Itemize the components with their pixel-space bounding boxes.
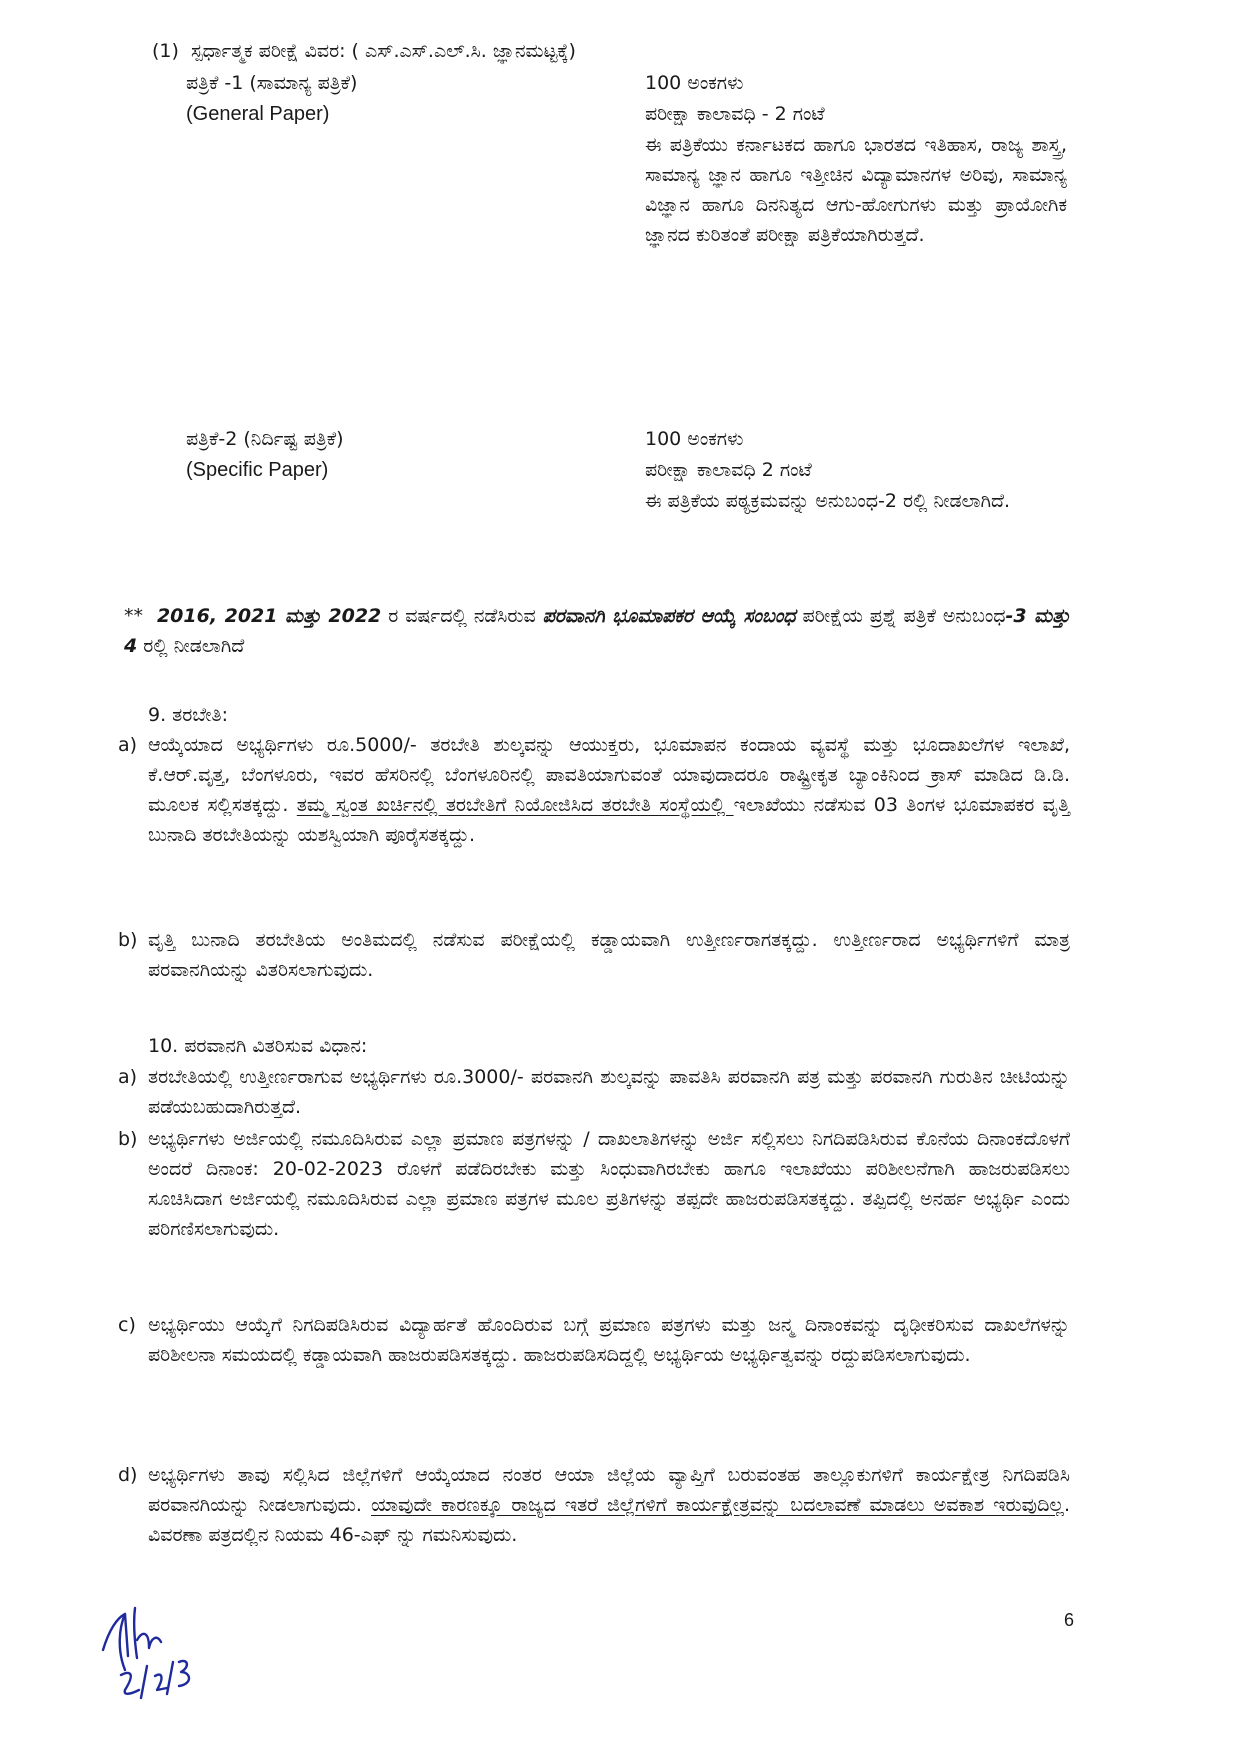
note-years: 2016, 2021 ಮತ್ತು 2022 xyxy=(156,605,382,627)
heading-text: ಸ್ಪರ್ಧಾತ್ಮಕ ಪರೀಕ್ಷೆ ವಿವರ: ( ಎಸ್.ಎಸ್.ಎಲ್.ಸಿ. ಜ್ಞಾನಮಟ್ಟಕ್ಕೆ) xyxy=(191,40,576,62)
section-9-title: 9. ತರಬೇತಿ: xyxy=(148,704,228,726)
item-label: d) xyxy=(118,1464,138,1486)
item-text: ಅಭ್ಯರ್ಥಿಗಳು ತಾವು ಸಲ್ಲಿಸಿದ ಜಿಲ್ಲೆಗಳಿಗೆ ಆಯ್ಕೆಯಾದ ನಂತರ ಆಯಾ ಜಿಲ್ಲೆಯ ವ್ಯಾಪ್ತಿಗೆ ಬರುವಂತಹ ತಾಲ್ಲೂಕುಗಳಿಗೆ ಕಾರ್ಯಕ್ಷೇತ್ರ ನಿಗದಿಪಡಿಸಿ ಪರವಾನಗಿಯನ್ನು ನೀಡಲಾಗುವುದು. xyxy=(148,1464,1070,1516)
item-body xyxy=(148,1460,1070,1550)
paper-2-title-en: (Specific Paper) xyxy=(186,459,329,481)
section-9-item-b xyxy=(118,925,1070,985)
section-9-item-a xyxy=(118,730,1070,850)
paper-2-marks: 100 ಅಂಕಗಳು xyxy=(645,428,744,450)
exam-details-heading xyxy=(152,36,576,66)
paper-1-duration: ಪರೀಕ್ಷಾ ಕಾಲಾವಧಿ - 2 ಗಂಟೆ xyxy=(645,103,825,125)
paper-1-title-en: (General Paper) xyxy=(186,103,330,125)
note-emphasis: ಪರವಾನಗಿ ಭೂಮಾಪಕರ ಆಯ್ಕೆ ಸಂಬಂಧ xyxy=(542,605,796,627)
item-label: b) xyxy=(118,929,138,951)
section-10-item-d xyxy=(118,1460,1070,1550)
signature-date: 2/2/23 xyxy=(95,1585,147,1604)
item-underlined-text: ತಮ್ಮ ಸ್ವಂತ ಖರ್ಚಿನಲ್ಲಿ ತರಬೇತಿಗೆ ನಿಯೋಜಿಸಿದ ತರಬೇತಿ ಸಂಸ್ಥೆಯಲ್ಲಿ xyxy=(296,794,734,816)
page-number: 6 xyxy=(1064,1610,1075,1630)
question-paper-note xyxy=(124,601,1070,661)
section-10-item-b xyxy=(118,1124,1070,1244)
note-text-c: ರಲ್ಲಿ ನೀಡಲಾಗಿದೆ xyxy=(137,635,245,657)
paper-1-title: ಪತ್ರಿಕೆ -1 (ಸಾಮಾನ್ಯ ಪತ್ರಿಕೆ) xyxy=(186,72,358,94)
item-text-continued: . ವಿವರಣಾ ಪತ್ರದಲ್ಲಿನ ನಿಯಮ 46-ಎಫ್ ನ್ನು ಗಮನಿಸುವುದು. xyxy=(148,1494,1070,1546)
item-body: ವೃತ್ತಿ ಬುನಾದಿ ತರಬೇತಿಯ ಅಂತಿಮದಲ್ಲಿ ನಡೆಸುವ ಪರೀಕ್ಷೆಯಲ್ಲಿ ಕಡ್ಡಾಯವಾಗಿ ಉತ್ತೀರ್ಣರಾಗತಕ್ಕದ್ದು. ಉತ್ತೀರ್ಣರಾದ ಅಭ್ಯರ್ಥಿಗಳಿಗೆ ಮಾತ್ರ ಪರವಾನಗಿಯನ್ನು ವಿತರಿಸಲಾಗುವುದು. xyxy=(148,929,1070,981)
item-underlined-text: ಯಾವುದೇ ಕಾರಣಕ್ಕೂ ರಾಜ್ಯದ ಇತರೆ ಜಿಲ್ಲೆಗಳಿಗೆ ಕಾರ್ಯಕ್ಷೇತ್ರವನ್ನು ಬದಲಾವಣೆ ಮಾಡಲು ಅವಕಾಶ ಇರುವುದಿಲ್ಲ xyxy=(370,1494,1064,1516)
item-body: ಅಭ್ಯರ್ಥಿಗಳು ಅರ್ಜಿಯಲ್ಲಿ ನಮೂದಿಸಿರುವ ಎಲ್ಲಾ ಪ್ರಮಾಣ ಪತ್ರಗಳನ್ನು / ದಾಖಲಾತಿಗಳನ್ನು ಅರ್ಜಿ ಸಲ್ಲಿಸಲು ನಿಗದಿಪಡಿಸಿರುವ ಕೊನೆಯ ದಿನಾಂಕದೊಳಗೆ ಅಂದರೆ ದಿನಾಂಕ: 20-02-2023 ರೊಳಗೆ ಪಡೆದಿರಬೇಕು ಮತ್ತು ಸಿಂಧುವಾಗಿರಬೇಕು ಹಾಗೂ ಇಲಾಖೆಯು ಪರಿಶೀಲನೆಗಾಗಿ ಹಾಜರುಪಡಿಸಲು ಸೂಚಿಸಿದಾಗ ಅರ್ಜಿಯಲ್ಲಿ ನಮೂದಿಸಿರುವ ಎಲ್ಲಾ ಪ್ರಮಾಣ ಪತ್ರಗಳ ಮೂಲ ಪ್ರತಿಗಳನ್ನು ತಪ್ಪದೇ ಹಾಜರುಪಡಿಸತಕ್ಕದ್ದು. ತಪ್ಪಿದಲ್ಲಿ ಅನರ್ಹ ಅಭ್ಯರ್ಥಿ ಎಂದು ಪರಿಗಣಿಸಲಾಗುವುದು. xyxy=(148,1128,1070,1240)
section-10-item-a xyxy=(118,1062,1070,1122)
paper-2-duration: ಪರೀಕ್ಷಾ ಕಾಲಾವಧಿ 2 ಗಂಟೆ xyxy=(645,459,812,481)
note-text-b: ಪರೀಕ್ಷೆಯ ಪ್ರಶ್ನೆ ಪತ್ರಿಕೆ ಅನುಬಂಧ xyxy=(802,605,1006,627)
handwritten-signature xyxy=(95,1585,295,1710)
paper-1-description: ಈ ಪತ್ರಿಕೆಯು ಕರ್ನಾಟಕದ ಹಾಗೂ ಭಾರತದ ಇತಿಹಾಸ, ರಾಜ್ಯ ಶಾಸ್ತ್ರ, ಸಾಮಾನ್ಯ ಜ್ಞಾನ ಹಾಗೂ ಇತ್ತೀಚಿನ ವಿದ್ಯಾಮಾನಗಳ ಅರಿವು, ಸಾಮಾನ್ಯ ವಿಜ್ಞಾನ ಹಾಗೂ ದಿನನಿತ್ಯದ ಆಗು-ಹೋಗುಗಳು ಮತ್ತು ಪ್ರಾಯೋಗಿಕ ಜ್ಞಾನದ ಕುರಿತಂತೆ ಪರೀಕ್ಷಾ ಪತ್ರಿಕೆಯಾಗಿರುತ್ತದೆ. xyxy=(645,134,1067,246)
section-10-item-c xyxy=(118,1310,1070,1370)
item-text-continued: ಇಲಾಖೆಯು ನಡೆಸುವ 03 ತಿಂಗಳ ಭೂಮಾಪಕರ ವೃತ್ತಿ ಬುನಾದಿ ತರಬೇತಿಯನ್ನು ಯಶಸ್ವಿಯಾಗಿ ಪೂರೈಸತಕ್ಕದ್ದು. xyxy=(148,794,1070,846)
paper-2-title: ಪತ್ರಿಕೆ-2 (ನಿರ್ದಿಷ್ಟ ಪತ್ರಿಕೆ) xyxy=(186,428,344,450)
paper-2-description: ಈ ಪತ್ರಿಕೆಯ ಪಠ್ಯಕ್ರಮವನ್ನು ಅನುಬಂಧ-2 ರಲ್ಲಿ ನೀಡಲಾಗಿದೆ. xyxy=(645,490,1011,512)
item-label: a) xyxy=(118,1066,138,1088)
item-body: ತರಬೇತಿಯಲ್ಲಿ ಉತ್ತೀರ್ಣರಾಗುವ ಅಭ್ಯರ್ಥಿಗಳು ರೂ.3000/- ಪರವಾನಗಿ ಶುಲ್ಕವನ್ನು ಪಾವತಿಸಿ ಪರವಾನಗಿ ಪತ್ರ ಮತ್ತು ಪರವಾನಗಿ ಗುರುತಿನ ಚೀಟಿಯನ್ನು ಪಡೆಯಬಹುದಾಗಿರುತ್ತದೆ. xyxy=(148,1066,1070,1118)
item-text: ಆಯ್ಕೆಯಾದ ಅಭ್ಯರ್ಥಿಗಳು ರೂ.5000/- ತರಬೇತಿ ಶುಲ್ಕವನ್ನು ಆಯುಕ್ತರು, ಭೂಮಾಪನ ಕಂದಾಯ ವ್ಯವಸ್ಥೆ ಮತ್ತು ಭೂದಾಖಲೆಗಳ ಇಲಾಖೆ, ಕೆ.ಆರ್.ವೃತ್ತ, ಬೆಂಗಳೂರು, ಇವರ ಹೆಸರಿನಲ್ಲಿ ಬೆಂಗಳೂರಿನಲ್ಲಿ ಪಾವತಿಯಾಗುವಂತೆ ಯಾವುದಾದರೂ ರಾಷ್ಟ್ರೀಕೃತ ಬ್ಯಾಂಕಿನಿಂದ ಕ್ರಾಸ್ ಮಾಡಿದ ಡಿ.ಡಿ. ಮೂಲಕ ಸಲ್ಲಿಸತಕ್ಕದ್ದು. xyxy=(148,734,1070,816)
item-label: a) xyxy=(118,734,138,756)
note-marker: ** xyxy=(124,605,143,627)
note-annex: -3 ಮತ್ತು 4 xyxy=(124,605,1070,657)
heading-number: (1) xyxy=(152,40,179,62)
item-label: b) xyxy=(118,1128,138,1150)
item-label: c) xyxy=(118,1314,136,1336)
item-body xyxy=(148,730,1070,850)
note-text-a: ರ ವರ್ಷದಲ್ಲಿ ನಡೆಸಿರುವ xyxy=(381,605,543,627)
section-10-title: 10. ಪರವಾನಗಿ ವಿತರಿಸುವ ವಿಧಾನ: xyxy=(148,1035,368,1057)
item-body: ಅಭ್ಯರ್ಥಿಯು ಆಯ್ಕೆಗೆ ನಿಗದಿಪಡಿಸಿರುವ ವಿದ್ಯಾರ್ಹತೆ ಹೊಂದಿರುವ ಬಗ್ಗೆ ಪ್ರಮಾಣ ಪತ್ರಗಳು ಮತ್ತು ಜನ್ಮ ದಿನಾಂಕವನ್ನು ದೃಢೀಕರಿಸುವ ದಾಖಲೆಗಳನ್ನು ಪರಿಶೀಲನಾ ಸಮಯದಲ್ಲಿ ಕಡ್ಡಾಯವಾಗಿ ಹಾಜರುಪಡಿಸತಕ್ಕದ್ದು. ಹಾಜರುಪಡಿಸದಿದ್ದಲ್ಲಿ ಅಭ್ಯರ್ಥಿಯ ಅಭ್ಯರ್ಥಿತ್ವವನ್ನು ರದ್ದುಪಡಿಸಲಾಗುವುದು. xyxy=(148,1314,1070,1366)
paper-1-marks: 100 ಅಂಕಗಳು xyxy=(645,72,744,94)
